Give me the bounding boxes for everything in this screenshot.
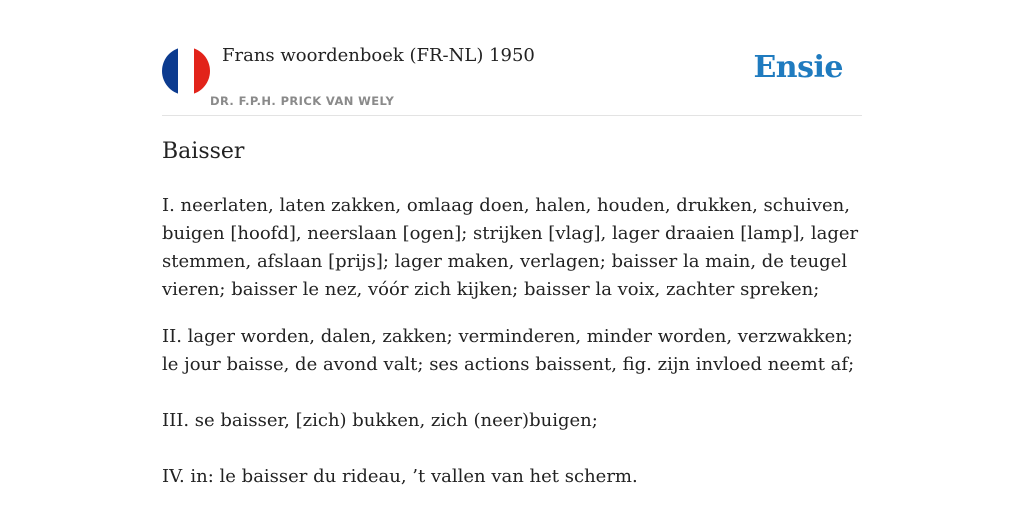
dictionary-card <box>162 0 862 487</box>
definition-1: I. neerlaten, laten zakken, omlaag doen, halen, houden, drukken, schuiven, buigen [hoofd], neerslaan [ogen]; strijken [vlag], lager draaien [lamp], lager stemmen, afslaan [prijs]; lager maken, verlagen; baisser la main, de teugel vieren; baisser le nez, vóór zich kijken; baisser la voix, zachter spreken; <box>162 195 859 300</box>
flag-stripe-blue <box>162 47 178 95</box>
headword: Baisser <box>162 139 245 164</box>
flag-stripe-red <box>194 47 210 95</box>
flag-stripe-white <box>178 47 194 95</box>
entry-header <box>162 0 862 116</box>
author-name: DR. F.P.H. PRICK VAN WELY <box>210 94 395 108</box>
definition-3: III. se baisser, [zich) bukken, zich (neer)buigen; <box>162 410 598 431</box>
definition-2: II. lager worden, dalen, zakken; verminderen, minder worden, verzwakken; le jour baisse, de avond valt; ses actions baissent, fig. zijn invloed neemt af; <box>162 326 855 375</box>
definition-4: IV. in: le baisser du rideau, ’t vallen van het scherm. <box>162 466 638 487</box>
brand-logo[interactable]: Ensie <box>753 50 843 85</box>
french-flag-icon <box>162 47 210 95</box>
book-title[interactable]: Frans woordenboek (FR-NL) 1950 <box>222 45 535 66</box>
